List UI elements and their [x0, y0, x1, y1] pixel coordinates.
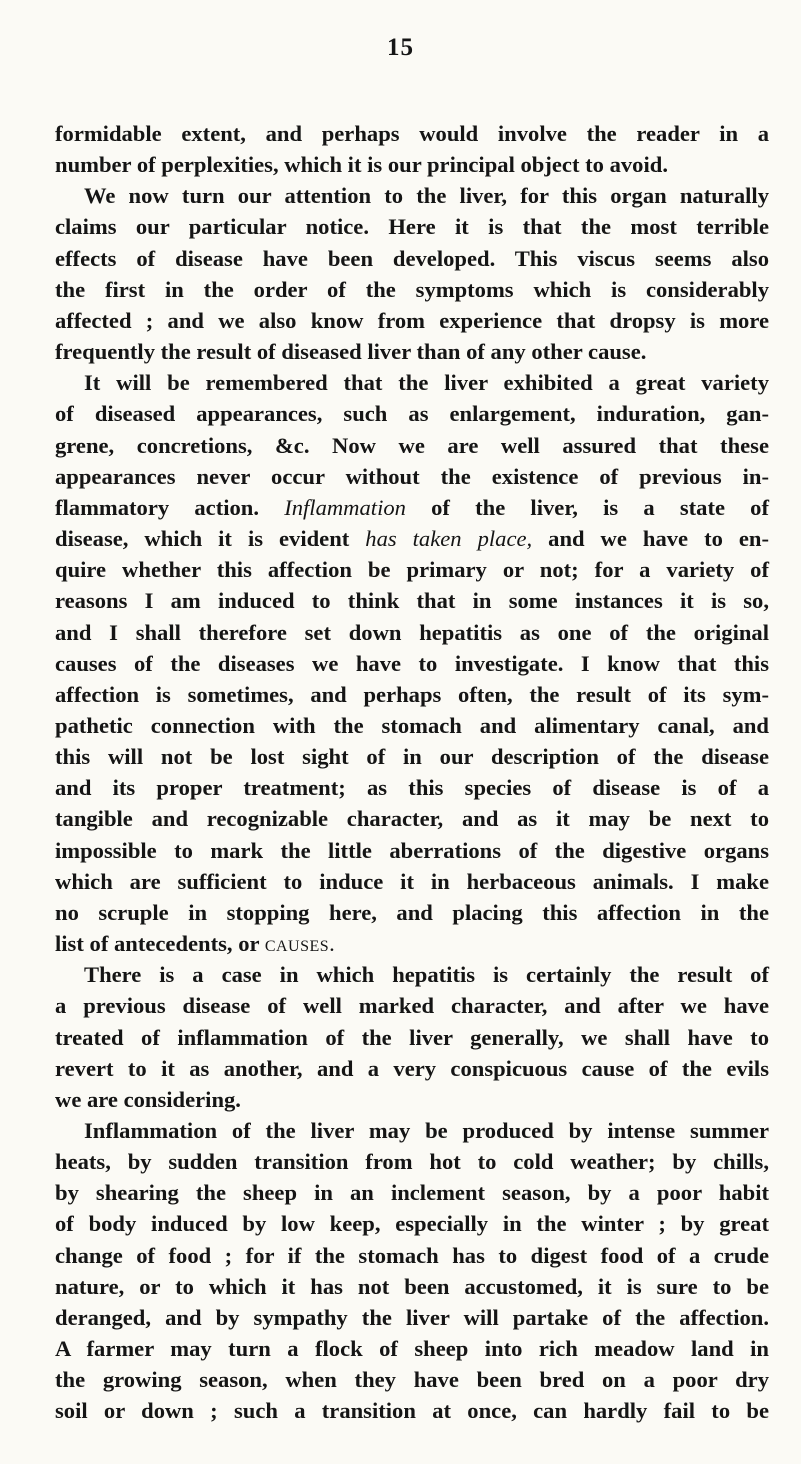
text-line [55, 803, 769, 834]
text-span: heats, by sudden transition from hot to cold weather; by chills, [55, 1149, 769, 1175]
text-span: the first in the order of the symptoms which is considerably [55, 276, 769, 302]
text-span: and its proper treatment; as this species of disease is of a [55, 775, 769, 801]
text-line [55, 336, 769, 367]
text-line [55, 1146, 769, 1177]
text-span: frequently the result of diseased liver than of any other cause. [55, 339, 647, 365]
text-span: this will not be lost sight of in our description of the disease [55, 744, 769, 770]
text-span: Inflammation of the liver may be produced by intense summer [84, 1118, 769, 1143]
text-line [55, 180, 769, 211]
text-span: number of perplexities, which it is our principal object to avoid. [55, 152, 668, 178]
text-span: pathetic connection with the stomach and alimentary canal, and [55, 712, 769, 738]
text-line [55, 928, 769, 959]
text-span: by shearing the sheep in an inclement season, by a poor habit [55, 1180, 769, 1206]
text-span: deranged, and by sympathy the liver will partake of the affection. [55, 1304, 769, 1330]
italic-text: has taken place, [365, 526, 533, 552]
text-line [55, 679, 769, 710]
text-span: A farmer may turn a flock of sheep into rich meadow land in [55, 1336, 769, 1362]
text-line [55, 1240, 769, 1271]
text-span: It will be remembered that the liver exhibited a great variety [84, 370, 769, 396]
text-line [55, 1177, 769, 1208]
text-span: affected ; and we also know from experience that dropsy is more [55, 307, 769, 333]
text-line [55, 367, 769, 398]
text-line [55, 398, 769, 429]
text-line [55, 1364, 769, 1395]
text-span: of diseased appearances, such as enlargement, induration, gan- [55, 401, 769, 427]
text-line [55, 648, 769, 679]
text-span: of the liver, is a state of [405, 494, 769, 520]
text-line [55, 710, 769, 741]
text-span: appearances never occur without the existence of previous in- [55, 463, 769, 489]
text-span: quire whether this affection be primary or not; for a variety of [55, 557, 769, 583]
text-line [55, 1395, 769, 1426]
text-line [55, 1333, 769, 1364]
text-line [55, 523, 769, 554]
text-span: effects of disease have been developed. This viscus seems also [55, 245, 769, 271]
body-text [55, 118, 769, 1427]
text-line [55, 492, 769, 523]
text-line [55, 211, 769, 242]
text-span: claims our particular notice. Here it is that the most terrible [55, 214, 769, 240]
text-line [55, 1208, 769, 1239]
text-line [55, 461, 769, 492]
text-span: a previous disease of well marked character, and after we have [55, 993, 769, 1019]
text-span: we are considering. [55, 1086, 241, 1112]
text-span: the growing season, when they have been bred on a poor dry [55, 1367, 769, 1393]
text-span: change of food ; for if the stomach has to digest food of a crude [55, 1242, 769, 1268]
text-line [55, 617, 769, 648]
text-span: flammatory action. [55, 494, 285, 520]
text-line [55, 897, 769, 928]
text-span: and I shall therefore set down hepatitis as one of the original [55, 619, 769, 645]
text-span: impossible to mark the little aberrations of the digestive organs [55, 837, 769, 863]
text-line [55, 118, 769, 149]
text-line [55, 835, 769, 866]
text-span: disease, which it is evident [55, 526, 366, 552]
text-line [55, 585, 769, 616]
text-line [55, 990, 769, 1021]
page-number: 15 [387, 34, 414, 61]
text-span: revert to it as another, and a very conspicuous cause of the evils [55, 1055, 769, 1081]
text-line [55, 1022, 769, 1053]
text-span: nature, or to which it has not been accustomed, it is sure to be [55, 1273, 769, 1299]
text-span: no scruple in stopping here, and placing this affection in the [55, 899, 769, 925]
text-line [55, 243, 769, 274]
text-line [55, 1302, 769, 1333]
text-line [55, 772, 769, 803]
text-line [55, 430, 769, 461]
text-span: treated of inflammation of the liver generally, we shall have to [55, 1024, 769, 1050]
text-span: grene, concretions, &c. Now we are well assured that these [55, 432, 769, 458]
text-line [55, 274, 769, 305]
text-span: tangible and recognizable character, and as it may be next to [55, 806, 769, 832]
text-line [55, 866, 769, 897]
text-span: affection is sometimes, and perhaps often, the result of its sym- [55, 681, 769, 707]
text-span: There is a case in which hepatitis is certainly the result of [84, 962, 769, 988]
text-span: formidable extent, and perhaps would involve the reader in a [55, 121, 769, 146]
text-line [55, 554, 769, 585]
text-line [55, 1271, 769, 1302]
text-line [55, 1084, 769, 1115]
text-line [55, 1053, 769, 1084]
text-span: of body induced by low keep, especially in the winter ; by great [55, 1211, 769, 1237]
text-span: which are sufficient to induce it in herbaceous animals. I make [55, 868, 769, 894]
text-line [55, 305, 769, 336]
text-line [55, 741, 769, 772]
text-span: soil or down ; such a transition at once, can hardly fail to be [55, 1398, 769, 1424]
text-line [55, 149, 769, 180]
italic-text: Inflammation [284, 494, 406, 520]
text-span: reasons I am induced to think that in some instances it is so, [55, 588, 769, 614]
text-line [55, 959, 769, 990]
small-caps-text: causes. [264, 931, 336, 957]
text-span: list of antecedents, or [55, 931, 265, 957]
text-span: We now turn our attention to the liver, for this organ naturally [84, 183, 769, 209]
text-span: and we have to en- [532, 526, 769, 552]
text-line [55, 1115, 769, 1146]
text-span: causes of the diseases we have to investigate. I know that this [55, 650, 769, 676]
